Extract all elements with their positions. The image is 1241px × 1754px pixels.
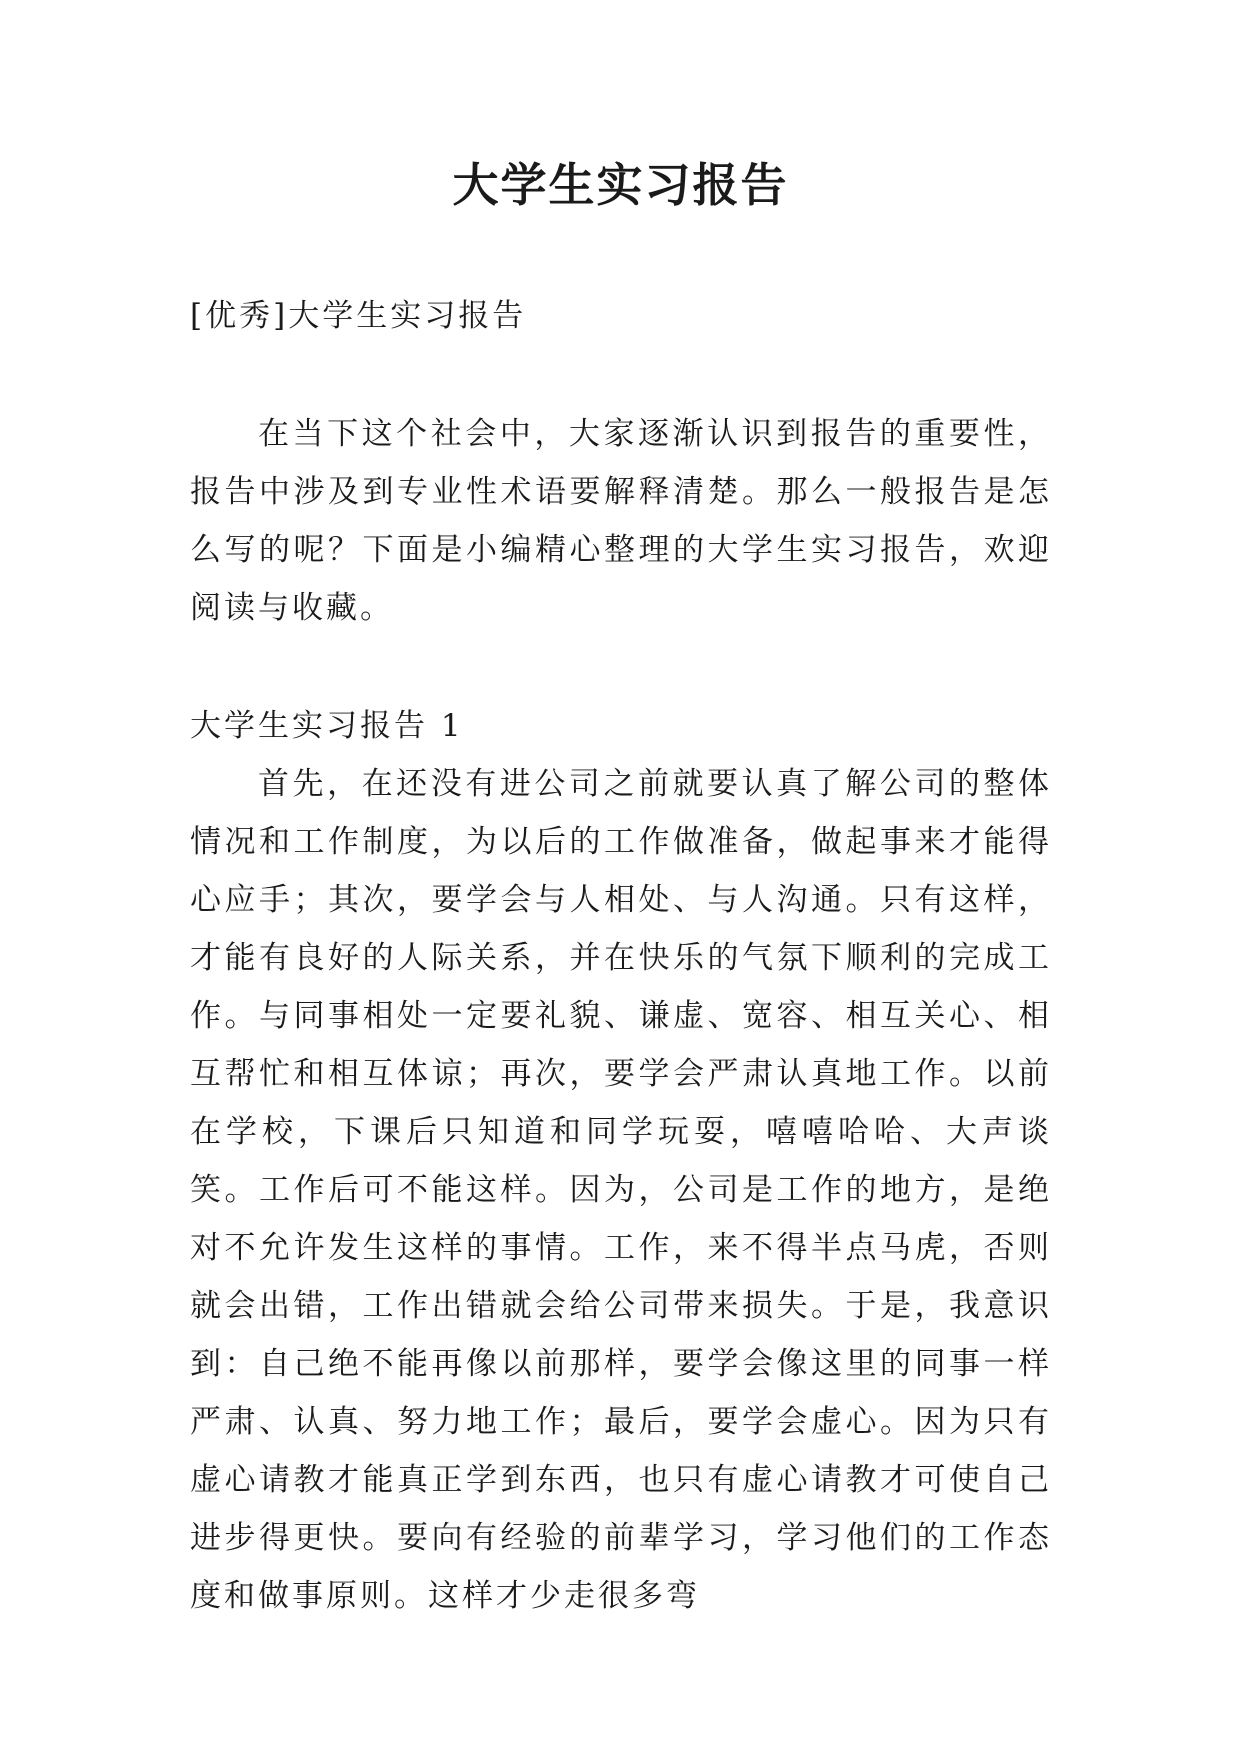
document-subtitle: [优秀]大学生实习报告 [190,298,527,334]
intro-paragraph: 在当下这个社会中，大家逐渐认识到报告的重要性，报告中涉及到专业性术语要解释清楚。那么一般报告是怎么写的呢？下面是小编精心整理的大学生实习报告，欢迎阅读与收藏。 [190,416,1052,626]
document-title: 大学生实习报告 [452,158,789,212]
section-body-paragraph: 首先，在还没有进公司之前就要认真了解公司的整体情况和工作制度，为以后的工作做准备，做起事来才能得心应手；其次，要学会与人相处、与人沟通。只有这样，才能有良好的人际关系，并在快乐的气氛下顺利的完成工作。与同事相处一定要礼貌、谦虚、宽容、相互关心、相互帮忙和相互体谅；再次，要学会严肃认真地工作。以前在学校，下课后只知道和同学玩耍，嘻嘻哈哈、大声谈笑。工作后可不能这样。因为，公司是工作的地方，是绝对不允许发生这样的事情。工作，来不得半点马虎，否则就会出错，工作出错就会给公司带来损失。于是，我意识到：自己绝不能再像以前那样，要学会像这里的同事一样严肃、认真、努力地工作；最后，要学会虚心。因为只有虚心请教才能真正学到东西，也只有虚心请教才可使自己进步得更快。要向有经验的前辈学习，学习他们的工作态度和做事原则。这样才少走很多弯 [190,766,1052,1614]
section-heading: 大学生实习报告 1 [190,708,464,744]
